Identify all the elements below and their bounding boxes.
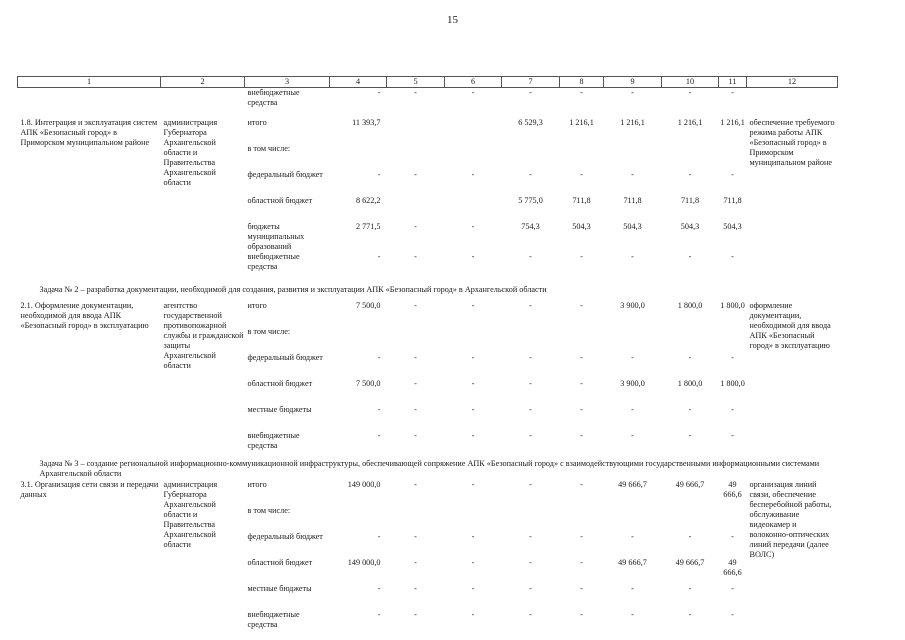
value-cell: 2 771,5 <box>355 222 381 231</box>
value-cell: 49 666,7 <box>618 480 647 489</box>
value-cell: 149 000,0 <box>347 558 381 567</box>
value-cell: - <box>688 532 692 541</box>
result-cell: организация линий связи, обеспечение бесперебойной работы, обслуживание видеокамер и волоконно-оптических линий передачи (далее ВОЛС) <box>749 480 832 559</box>
value-cell <box>502 327 560 353</box>
value-cell: 8 622,2 <box>355 196 381 205</box>
table-row <box>18 118 838 144</box>
value-cell: - <box>471 584 475 593</box>
value-cell: - <box>414 480 417 489</box>
value-cell: 711,8 <box>623 196 642 205</box>
category-cell: в том числе: <box>247 144 291 153</box>
measure-cell: 1.8. Интеграция и эксплуатация систем АПК «Безопасный город» в Приморском муниципальном районе <box>20 118 158 147</box>
column-header-cell: 3 <box>245 77 330 88</box>
value-cell <box>445 506 502 532</box>
value-cell: - <box>414 88 417 97</box>
value-cell: - <box>631 532 634 541</box>
category-cell: областной бюджет <box>247 379 313 388</box>
value-cell: - <box>580 301 583 310</box>
category-cell: областной бюджет <box>247 558 313 567</box>
value-cell: - <box>731 170 734 179</box>
value-cell: - <box>580 88 583 97</box>
value-cell: - <box>631 170 634 179</box>
column-header-cell: 10 <box>662 77 719 88</box>
value-cell: - <box>580 170 583 179</box>
value-cell: - <box>377 353 381 362</box>
value-cell: - <box>471 480 475 489</box>
value-cell: - <box>377 252 381 261</box>
table-row <box>18 480 838 506</box>
category-cell: бюджеты муниципальных образований <box>247 222 305 251</box>
value-cell: - <box>471 532 475 541</box>
value-cell: 1 800,0 <box>720 379 745 388</box>
value-cell: - <box>529 431 532 440</box>
value-cell: 49 666,7 <box>675 480 705 489</box>
value-cell: - <box>731 584 734 593</box>
executor-cell: агентство государственной противопожарной службы и гражданской защиты Архангельской области <box>163 301 244 370</box>
value-cell: - <box>529 584 532 593</box>
value-cell <box>502 506 560 532</box>
category-cell: внебюджетные средства <box>247 252 300 271</box>
value-cell: - <box>688 431 692 440</box>
value-cell <box>387 118 445 144</box>
value-cell: - <box>377 431 381 440</box>
value-cell: 1 216,1 <box>720 118 745 127</box>
value-cell: - <box>377 170 381 179</box>
value-cell: 504,3 <box>723 222 742 231</box>
value-cell: - <box>414 405 417 414</box>
category-cell: внебюджетные средства <box>247 88 300 107</box>
value-cell: - <box>688 88 692 97</box>
value-cell <box>445 327 502 353</box>
column-header-cell: 5 <box>387 77 445 88</box>
value-cell: - <box>471 170 475 179</box>
executor-cell <box>161 88 245 115</box>
value-cell <box>330 144 387 170</box>
value-cell: - <box>631 88 634 97</box>
category-cell: федеральный бюджет <box>247 353 323 362</box>
value-cell <box>662 327 719 353</box>
value-cell: - <box>580 353 583 362</box>
value-cell <box>604 144 662 170</box>
value-cell: - <box>529 405 532 414</box>
value-cell <box>387 506 445 532</box>
value-cell: - <box>529 301 532 310</box>
value-cell: - <box>414 532 417 541</box>
value-cell: - <box>529 353 532 362</box>
value-cell: - <box>731 431 734 440</box>
value-cell: - <box>631 431 634 440</box>
value-cell: - <box>580 379 583 388</box>
value-cell: - <box>688 170 692 179</box>
value-cell: - <box>631 353 634 362</box>
task-heading: Задача № 3 – создание региональной информационно-коммуникационной инфраструктуры, обеспечивающей сопряжение АПК «Безопасный город» с взаимодействующими государственными информационными системами Архангельской области <box>39 458 820 478</box>
value-cell <box>560 144 604 170</box>
value-cell: - <box>529 170 532 179</box>
value-cell: 7 500,0 <box>355 379 381 388</box>
value-cell: - <box>580 558 583 567</box>
column-header-cell: 9 <box>604 77 662 88</box>
value-cell: 5 775,0 <box>518 196 543 205</box>
value-cell: 711,8 <box>572 196 591 205</box>
value-cell: - <box>688 252 692 261</box>
value-cell <box>662 144 719 170</box>
value-cell: - <box>414 431 417 440</box>
measure-cell: 2.1. Оформление документации, необходимой для ввода АПК «Безопасный город» в эксплуатацию <box>20 301 149 330</box>
value-cell <box>719 506 747 532</box>
value-cell <box>445 118 502 144</box>
value-cell: - <box>471 431 475 440</box>
value-cell: - <box>688 353 692 362</box>
value-cell: 711,8 <box>723 196 742 205</box>
value-cell: - <box>529 480 532 489</box>
value-cell: - <box>580 431 583 440</box>
value-cell: - <box>414 252 417 261</box>
value-cell: - <box>688 584 692 593</box>
value-cell: - <box>414 610 417 619</box>
value-cell: - <box>471 353 475 362</box>
value-cell: - <box>414 222 417 231</box>
value-cell: - <box>377 405 381 414</box>
category-cell: местные бюджеты <box>247 405 312 414</box>
value-cell: - <box>731 405 734 414</box>
value-cell <box>330 506 387 532</box>
value-cell: 49 666,7 <box>675 558 705 567</box>
value-cell: - <box>529 379 532 388</box>
value-cell: - <box>471 405 475 414</box>
value-cell <box>387 196 445 222</box>
value-cell: - <box>631 252 634 261</box>
category-cell: внебюджетные средства <box>247 610 300 629</box>
value-cell: - <box>731 252 734 261</box>
category-cell: федеральный бюджет <box>247 532 323 541</box>
value-cell: - <box>471 379 475 388</box>
value-cell <box>719 327 747 353</box>
value-cell: 1 800,0 <box>677 301 703 310</box>
value-cell <box>502 144 560 170</box>
value-cell <box>445 196 502 222</box>
value-cell: - <box>414 379 417 388</box>
value-cell: 7 500,0 <box>355 301 381 310</box>
task-heading: Задача № 2 – разработка документации, необходимой для создания, развития и эксплуатации АПК «Безопасный город» в Архангельской области <box>39 284 547 294</box>
value-cell: 149 000,0 <box>347 480 381 489</box>
column-header-cell: 12 <box>747 77 838 88</box>
value-cell: - <box>731 88 734 97</box>
value-cell: - <box>580 584 583 593</box>
value-cell <box>604 506 662 532</box>
value-cell: - <box>688 405 692 414</box>
value-cell: 3 900,0 <box>620 379 645 388</box>
value-cell: 1 216,1 <box>677 118 703 127</box>
value-cell <box>662 506 719 532</box>
category-cell: федеральный бюджет <box>247 170 323 179</box>
value-cell: 1 216,1 <box>569 118 594 127</box>
value-cell: - <box>377 584 381 593</box>
value-cell: - <box>529 88 532 97</box>
result-cell: обеспечение требуемого режима работы АПК «Безопасный город» в Приморском муниципальном районе <box>749 118 835 167</box>
value-cell: - <box>377 88 381 97</box>
value-cell: 504,3 <box>680 222 700 231</box>
category-cell: внебюджетные средства <box>247 431 300 450</box>
value-cell: 11 393,7 <box>352 118 381 127</box>
value-cell: - <box>414 584 417 593</box>
executor-cell: администрация Губернатора Архангельской области и Правительства Архангельской области <box>163 480 218 549</box>
value-cell: - <box>471 301 475 310</box>
value-cell: 1 216,1 <box>620 118 645 127</box>
column-header-cell: 8 <box>560 77 604 88</box>
column-header-cell: 6 <box>445 77 502 88</box>
value-cell: - <box>471 252 475 261</box>
value-cell: - <box>377 532 381 541</box>
executor-cell: администрация Губернатора Архангельской области и Правительства Архангельской области <box>163 118 218 187</box>
column-header-cell: 11 <box>719 77 747 88</box>
value-cell: - <box>529 610 532 619</box>
page-number: 15 <box>447 14 458 26</box>
column-header-cell: 2 <box>161 77 245 88</box>
value-cell: 504,3 <box>623 222 642 231</box>
value-cell: - <box>580 532 583 541</box>
category-cell: местные бюджеты <box>247 584 312 593</box>
value-cell: 6 529,3 <box>518 118 543 127</box>
value-cell: - <box>580 252 583 261</box>
category-cell: итого <box>247 480 267 489</box>
category-cell: в том числе: <box>247 506 291 515</box>
value-cell: - <box>731 532 734 541</box>
value-cell: - <box>414 170 417 179</box>
value-cell: - <box>471 222 475 231</box>
value-cell: - <box>414 353 417 362</box>
value-cell <box>560 327 604 353</box>
value-cell <box>387 327 445 353</box>
carry-over-row <box>18 88 838 115</box>
value-cell: 504,3 <box>572 222 591 231</box>
value-cell: 49 666,6 <box>723 480 742 499</box>
value-cell: 3 900,0 <box>620 301 645 310</box>
value-cell: - <box>471 558 475 567</box>
category-cell: итого <box>247 301 267 310</box>
value-cell: - <box>580 610 583 619</box>
value-cell: - <box>580 405 583 414</box>
value-cell: - <box>731 610 734 619</box>
value-cell: - <box>631 584 634 593</box>
result-cell: оформление документации, необходимой для ввода АПК «Безопасный город» в эксплуатацию <box>749 301 831 350</box>
value-cell: 49 666,7 <box>618 558 647 567</box>
column-header-cell: 4 <box>330 77 387 88</box>
value-cell: - <box>529 532 532 541</box>
value-cell: - <box>471 88 475 97</box>
value-cell: 754,3 <box>521 222 540 231</box>
value-cell: - <box>631 610 634 619</box>
value-cell: 711,8 <box>680 196 700 205</box>
value-cell: - <box>631 405 634 414</box>
category-cell: областной бюджет <box>247 196 313 205</box>
value-cell: - <box>377 610 381 619</box>
value-cell <box>387 144 445 170</box>
value-cell: - <box>731 353 734 362</box>
measure-cell: 3.1. Организация сети связи и передачи данных <box>20 480 159 499</box>
result-cell <box>747 88 838 115</box>
value-cell: 49 666,6 <box>723 558 742 577</box>
column-header-cell: 7 <box>502 77 560 88</box>
value-cell <box>560 506 604 532</box>
value-cell <box>719 144 747 170</box>
category-cell: в том числе: <box>247 327 291 336</box>
value-cell: - <box>580 480 583 489</box>
column-header-row <box>18 77 838 88</box>
measure-cell <box>18 88 161 115</box>
program-table <box>17 76 838 636</box>
value-cell: - <box>529 252 532 261</box>
value-cell: - <box>414 301 417 310</box>
value-cell: 1 800,0 <box>720 301 745 310</box>
value-cell <box>604 327 662 353</box>
value-cell: - <box>414 558 417 567</box>
value-cell: - <box>471 610 475 619</box>
category-cell: итого <box>247 118 267 127</box>
value-cell: - <box>529 558 532 567</box>
value-cell <box>445 144 502 170</box>
value-cell <box>330 327 387 353</box>
value-cell: 1 800,0 <box>677 379 703 388</box>
column-header-cell: 1 <box>18 77 161 88</box>
task-row <box>18 278 838 301</box>
table-row <box>18 301 838 327</box>
value-cell: - <box>688 610 692 619</box>
task-row <box>18 457 838 480</box>
